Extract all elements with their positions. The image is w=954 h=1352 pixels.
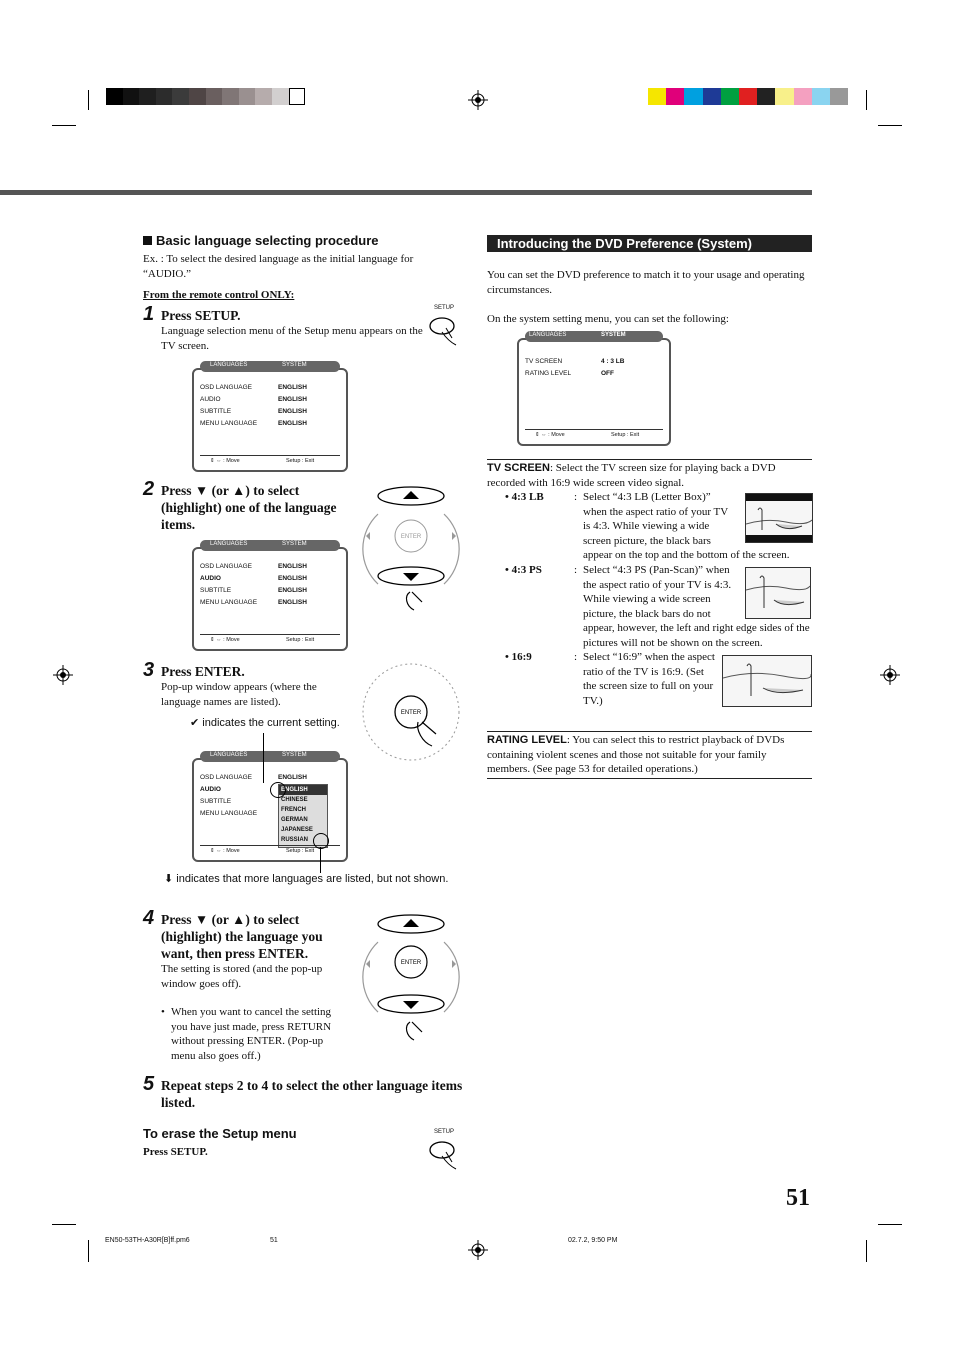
crop-mark xyxy=(878,1224,902,1225)
callout-line xyxy=(263,733,264,783)
color-swatch xyxy=(775,88,793,105)
colon: : xyxy=(574,651,578,663)
callout-line xyxy=(320,847,321,873)
erase-text: Press SETUP. xyxy=(143,1146,208,1158)
step-number: 5 xyxy=(143,1073,155,1095)
svg-text:ENTER: ENTER xyxy=(400,534,422,540)
gray-swatch xyxy=(106,88,123,105)
callout-circle xyxy=(270,782,286,798)
square-bullet-icon xyxy=(143,236,152,245)
option-text: Select “16:9” when the aspect ratio of the TV is 16:9. (Set the screen size to full on your TV.) xyxy=(583,651,715,707)
step-number: 4 xyxy=(143,907,155,929)
gray-swatch xyxy=(206,88,223,105)
option-name: • 4:3 LB xyxy=(505,491,544,503)
gray-swatch xyxy=(289,88,306,105)
crop-mark xyxy=(88,90,89,110)
color-swatch xyxy=(739,88,757,105)
color-swatch xyxy=(721,88,739,105)
tv-screen-system-menu: LANGUAGES SYSTEM TV SCREEN 4 : 3 LB RATING LEVEL OFF ⇕ ⇔ : Move Setup : Exit xyxy=(517,338,671,446)
section-heading: Basic language selecting procedure xyxy=(143,233,379,248)
crop-mark xyxy=(866,1240,867,1262)
setup-label: SETUP xyxy=(434,305,455,311)
crop-mark xyxy=(88,1240,89,1262)
setup-button-icon xyxy=(428,312,462,346)
colon: : xyxy=(574,491,578,503)
tv-screen-languages-menu: LANGUAGES SYSTEM OSD LANGUAGE ENGLISH AUDIO ENGLISH SUBTITLE ENGLISH MENU LANGUAGE ENGLISH ⇕ ⇔ : Move Setup : Exit xyxy=(192,368,348,472)
letterbox-thumbnail-icon xyxy=(745,493,813,543)
svg-text:ENTER: ENTER xyxy=(400,960,422,966)
step-title: Press ▼ (or ▲) to select (highlight) the language you want, then press ENTER. xyxy=(161,912,323,961)
gray-swatch xyxy=(272,88,289,105)
option-name: • 16:9 xyxy=(505,651,532,663)
bullet-note: • When you want to cancel the setting you have just made, press RETURN without pressing ENTER. (Pop-up menu also goes off.) xyxy=(161,1006,332,1062)
intro-text: You can set the DVD preference to match it to your usage and operating circumstances. xyxy=(487,269,805,296)
step-title: Press ENTER. xyxy=(161,664,245,679)
footer-date: 02.7.2, 9:50 PM xyxy=(568,1237,618,1244)
divider xyxy=(487,459,812,460)
registration-mark-icon xyxy=(468,90,488,110)
step-desc: The setting is stored (and the pop-up window goes off). xyxy=(161,963,323,990)
rating-level-desc: RATING LEVEL: You can select this to restrict playback of DVDs containing violent scenes and those not suitable for your family members. (See page 53 for detailed operations.) xyxy=(487,734,785,775)
crop-mark xyxy=(52,1224,76,1225)
divider xyxy=(487,731,812,732)
cursor-pad-icon xyxy=(358,912,464,1044)
svg-text:ENTER: ENTER xyxy=(400,710,422,716)
widescreen-thumbnail-icon xyxy=(722,655,812,707)
gray-swatch xyxy=(139,88,156,105)
example-text: Ex. : To select the desired language as the initial language for “AUDIO.” xyxy=(143,253,414,280)
option-text: Select “4:3 LB (Letter Box)” when the aspect ratio of your TV is 4:3. While viewing a wide screen picture, the black bars appear on the top and the bottom of the screen. xyxy=(583,491,790,561)
enter-button-icon xyxy=(358,660,464,770)
gray-swatch xyxy=(156,88,173,105)
step-title: Press SETUP. xyxy=(161,308,241,323)
color-swatch xyxy=(684,88,702,105)
tv-screen-languages-menu: LANGUAGES SYSTEM OSD LANGUAGE ENGLISH AUDIO ENGLISH SUBTITLE ENGLISH MENU LANGUAGE ENGLISH ⇕ ⇔ : Move Setup : Exit xyxy=(192,547,348,651)
callout-circle xyxy=(313,833,329,849)
step-number: 2 xyxy=(143,478,155,500)
remote-note: From the remote control ONLY: xyxy=(143,289,295,301)
crop-mark xyxy=(866,90,867,110)
gray-swatch xyxy=(222,88,239,105)
step-desc: Language selection menu of the Setup menu appears on the TV screen. xyxy=(161,325,423,352)
page-number: 51 xyxy=(786,1185,810,1211)
footer-page: 51 xyxy=(270,1237,278,1244)
option-text: Select “4:3 PS (Pan-Scan)” when the aspect ratio of your TV is 4:3. While viewing a wide screen picture, the black bars do not appear, however, the left and right edge sides of the pictures will not be shown on the screen. xyxy=(583,564,810,649)
step-title: Press ▼ (or ▲) to select (highlight) one of the language items. xyxy=(161,483,337,532)
step-number: 1 xyxy=(143,303,155,325)
tv-screen-languages-popup: LANGUAGES SYSTEM OSD LANGUAGE ENGLISH AUDIO SUBTITLE MENU LANGUAGE ENGLISH CHINESE FRENCH GERMAN JAPANESE RUSSIAN ⇕ ⇔ : Move Setup : Exit xyxy=(192,758,348,862)
crop-mark xyxy=(878,125,902,126)
step-number: 3 xyxy=(143,659,155,681)
gray-swatch xyxy=(255,88,272,105)
gray-swatch xyxy=(172,88,189,105)
registration-mark-icon xyxy=(53,665,73,685)
crop-mark xyxy=(52,125,76,126)
color-swatch xyxy=(648,88,666,105)
option-name: • 4:3 PS xyxy=(505,564,542,576)
setup-button-icon xyxy=(428,1136,462,1170)
panscan-thumbnail-icon xyxy=(745,567,811,619)
registration-mark-icon xyxy=(880,665,900,685)
step-desc: Pop-up window appears (where the language names are listed). xyxy=(161,681,317,708)
bullet-icon: • xyxy=(161,1006,165,1018)
step-title: Repeat steps 2 to 4 to select the other language items listed. xyxy=(161,1078,463,1110)
top-rule xyxy=(0,190,812,195)
section-title-bar: Introducing the DVD Preference (System) xyxy=(487,235,812,252)
language-popup: ENGLISH CHINESE FRENCH GERMAN JAPANESE RUSSIAN xyxy=(278,784,328,848)
color-swatch xyxy=(830,88,848,105)
color-swatch xyxy=(666,88,684,105)
color-swatch xyxy=(812,88,830,105)
check-note: ✔ indicates the current setting. xyxy=(190,717,340,729)
cursor-pad-icon xyxy=(358,484,464,614)
setup-label: SETUP xyxy=(434,1129,455,1135)
intro-text-2: On the system setting menu, you can set the following: xyxy=(487,313,729,325)
footer-file: EN50-53TH-A30R[B]ff.pm6 xyxy=(105,1237,190,1244)
color-swatch xyxy=(703,88,721,105)
divider xyxy=(487,778,812,779)
color-swatch xyxy=(794,88,812,105)
tv-screen-desc: TV SCREEN: Select the TV screen size for playing back a DVD recorded with 16:9 wide screen video signal. xyxy=(487,462,776,489)
erase-heading: To erase the Setup menu xyxy=(143,1126,297,1141)
colon: : xyxy=(574,564,578,576)
gray-swatch xyxy=(189,88,206,105)
more-languages-note: ⬇ indicates that more languages are listed, but not shown. xyxy=(164,873,449,885)
gray-swatch xyxy=(123,88,140,105)
color-swatch xyxy=(757,88,775,105)
gray-swatch xyxy=(239,88,256,105)
registration-mark-icon xyxy=(468,1240,488,1260)
